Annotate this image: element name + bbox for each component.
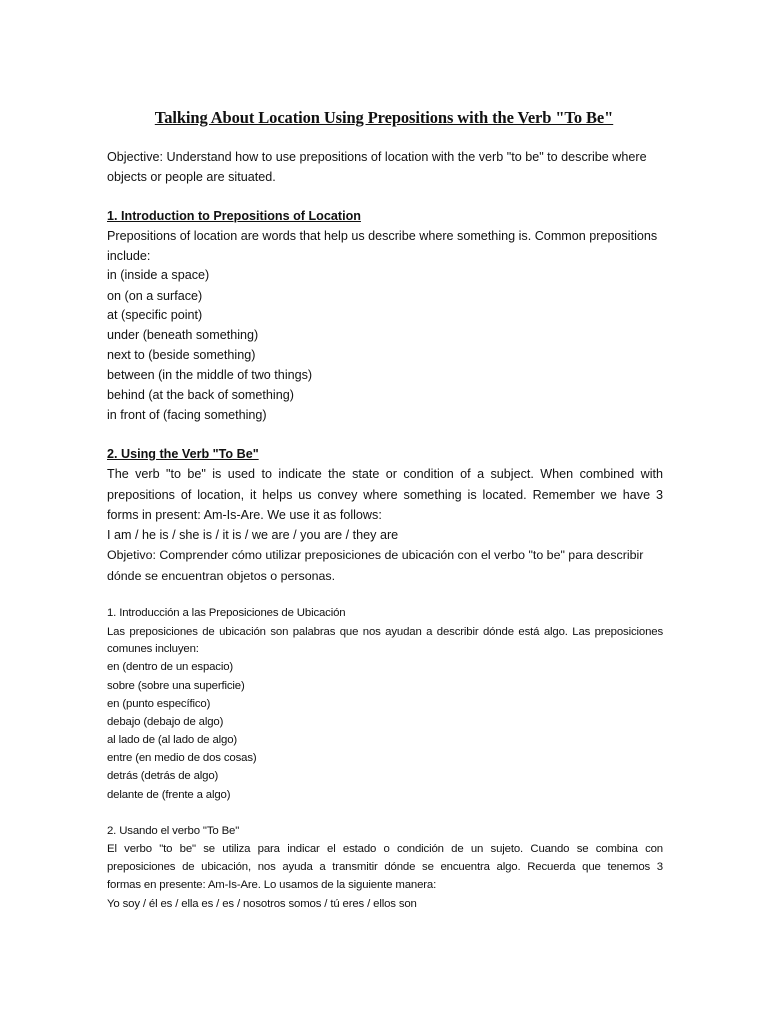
section2-heading: 2. Using the Verb "To Be" [107,447,259,461]
seccion2-text-line-4: Yo soy / él es / ella es / es / nosotros somos / tú eres / ellos son [107,898,417,910]
list-item: entre (en medio de dos cosas) [107,752,257,764]
seccion1-heading: 1. Introducción a las Preposiciones de Ubicación [107,607,346,619]
section1-intro-line-2: include: [107,249,151,263]
objective-line-1: Objective: Understand how to use prepositions of location with the verb "to be" to describe where [107,150,647,164]
seccion2-text-line-3: formas en presente: Am-Is-Are. Lo usamos de la siguiente manera: [107,879,437,891]
section2-text-line-4: I am / he is / she is / it is / we are / you are / they are [107,528,399,542]
section1-intro-line-1: Prepositions of location are words that help us describe where something is. Common prepositions [107,229,658,243]
seccion2-heading: 2. Usando el verbo "To Be" [107,825,240,837]
list-item: en (punto específico) [107,698,211,710]
list-item: between (in the middle of two things) [107,368,313,382]
list-item: behind (at the back of something) [107,388,294,402]
objetivo-line-2: dónde se encuentran objetos o personas. [107,569,336,583]
seccion2-text-line-1: El verbo "to be" se utiliza para indicar el estado o condición de un sujeto. Cuando se combina con [107,843,663,855]
seccion2-text-line-2: preposiciones de ubicación, nos ayuda a transmitir dónde se encuentra algo. Recuerda que tenemos 3 [107,861,663,873]
objetivo-line-1: Objetivo: Comprender cómo utilizar preposiciones de ubicación con el verbo "to be" para describir [107,548,644,562]
list-item: at (specific point) [107,308,203,322]
list-item: in (inside a space) [107,268,210,282]
list-item: delante de (frente a algo) [107,789,231,801]
list-item: debajo (debajo de algo) [107,716,224,728]
list-item: next to (beside something) [107,348,256,362]
section2-text-line-1: The verb "to be" is used to indicate the state or condition of a subject. When combined with [107,467,663,481]
list-item: en (dentro de un espacio) [107,661,234,673]
list-item: in front of (facing something) [107,408,267,422]
document-title: Talking About Location Using Prepositions with the Verb "To Be" [154,108,614,127]
section2-text-line-2: prepositions of location, it helps us convey where something is located. Remember we have 3 [107,488,663,502]
seccion1-intro-line-2: comunes incluyen: [107,643,199,655]
list-item: under (beneath something) [107,328,259,342]
objective-line-2: objects or people are situated. [107,170,276,184]
list-item: detrás (detrás de algo) [107,770,219,782]
section2-text-line-3: forms in present: Am-Is-Are. We use it as follows: [107,508,382,522]
section1-heading: 1. Introduction to Prepositions of Location [107,209,361,223]
list-item: on (on a surface) [107,289,203,303]
list-item: sobre (sobre una superficie) [107,680,245,692]
list-item: al lado de (al lado de algo) [107,734,238,746]
seccion1-intro-line-1: Las preposiciones de ubicación son palabras que nos ayudan a describir dónde está algo. Las preposiciones [107,626,663,638]
